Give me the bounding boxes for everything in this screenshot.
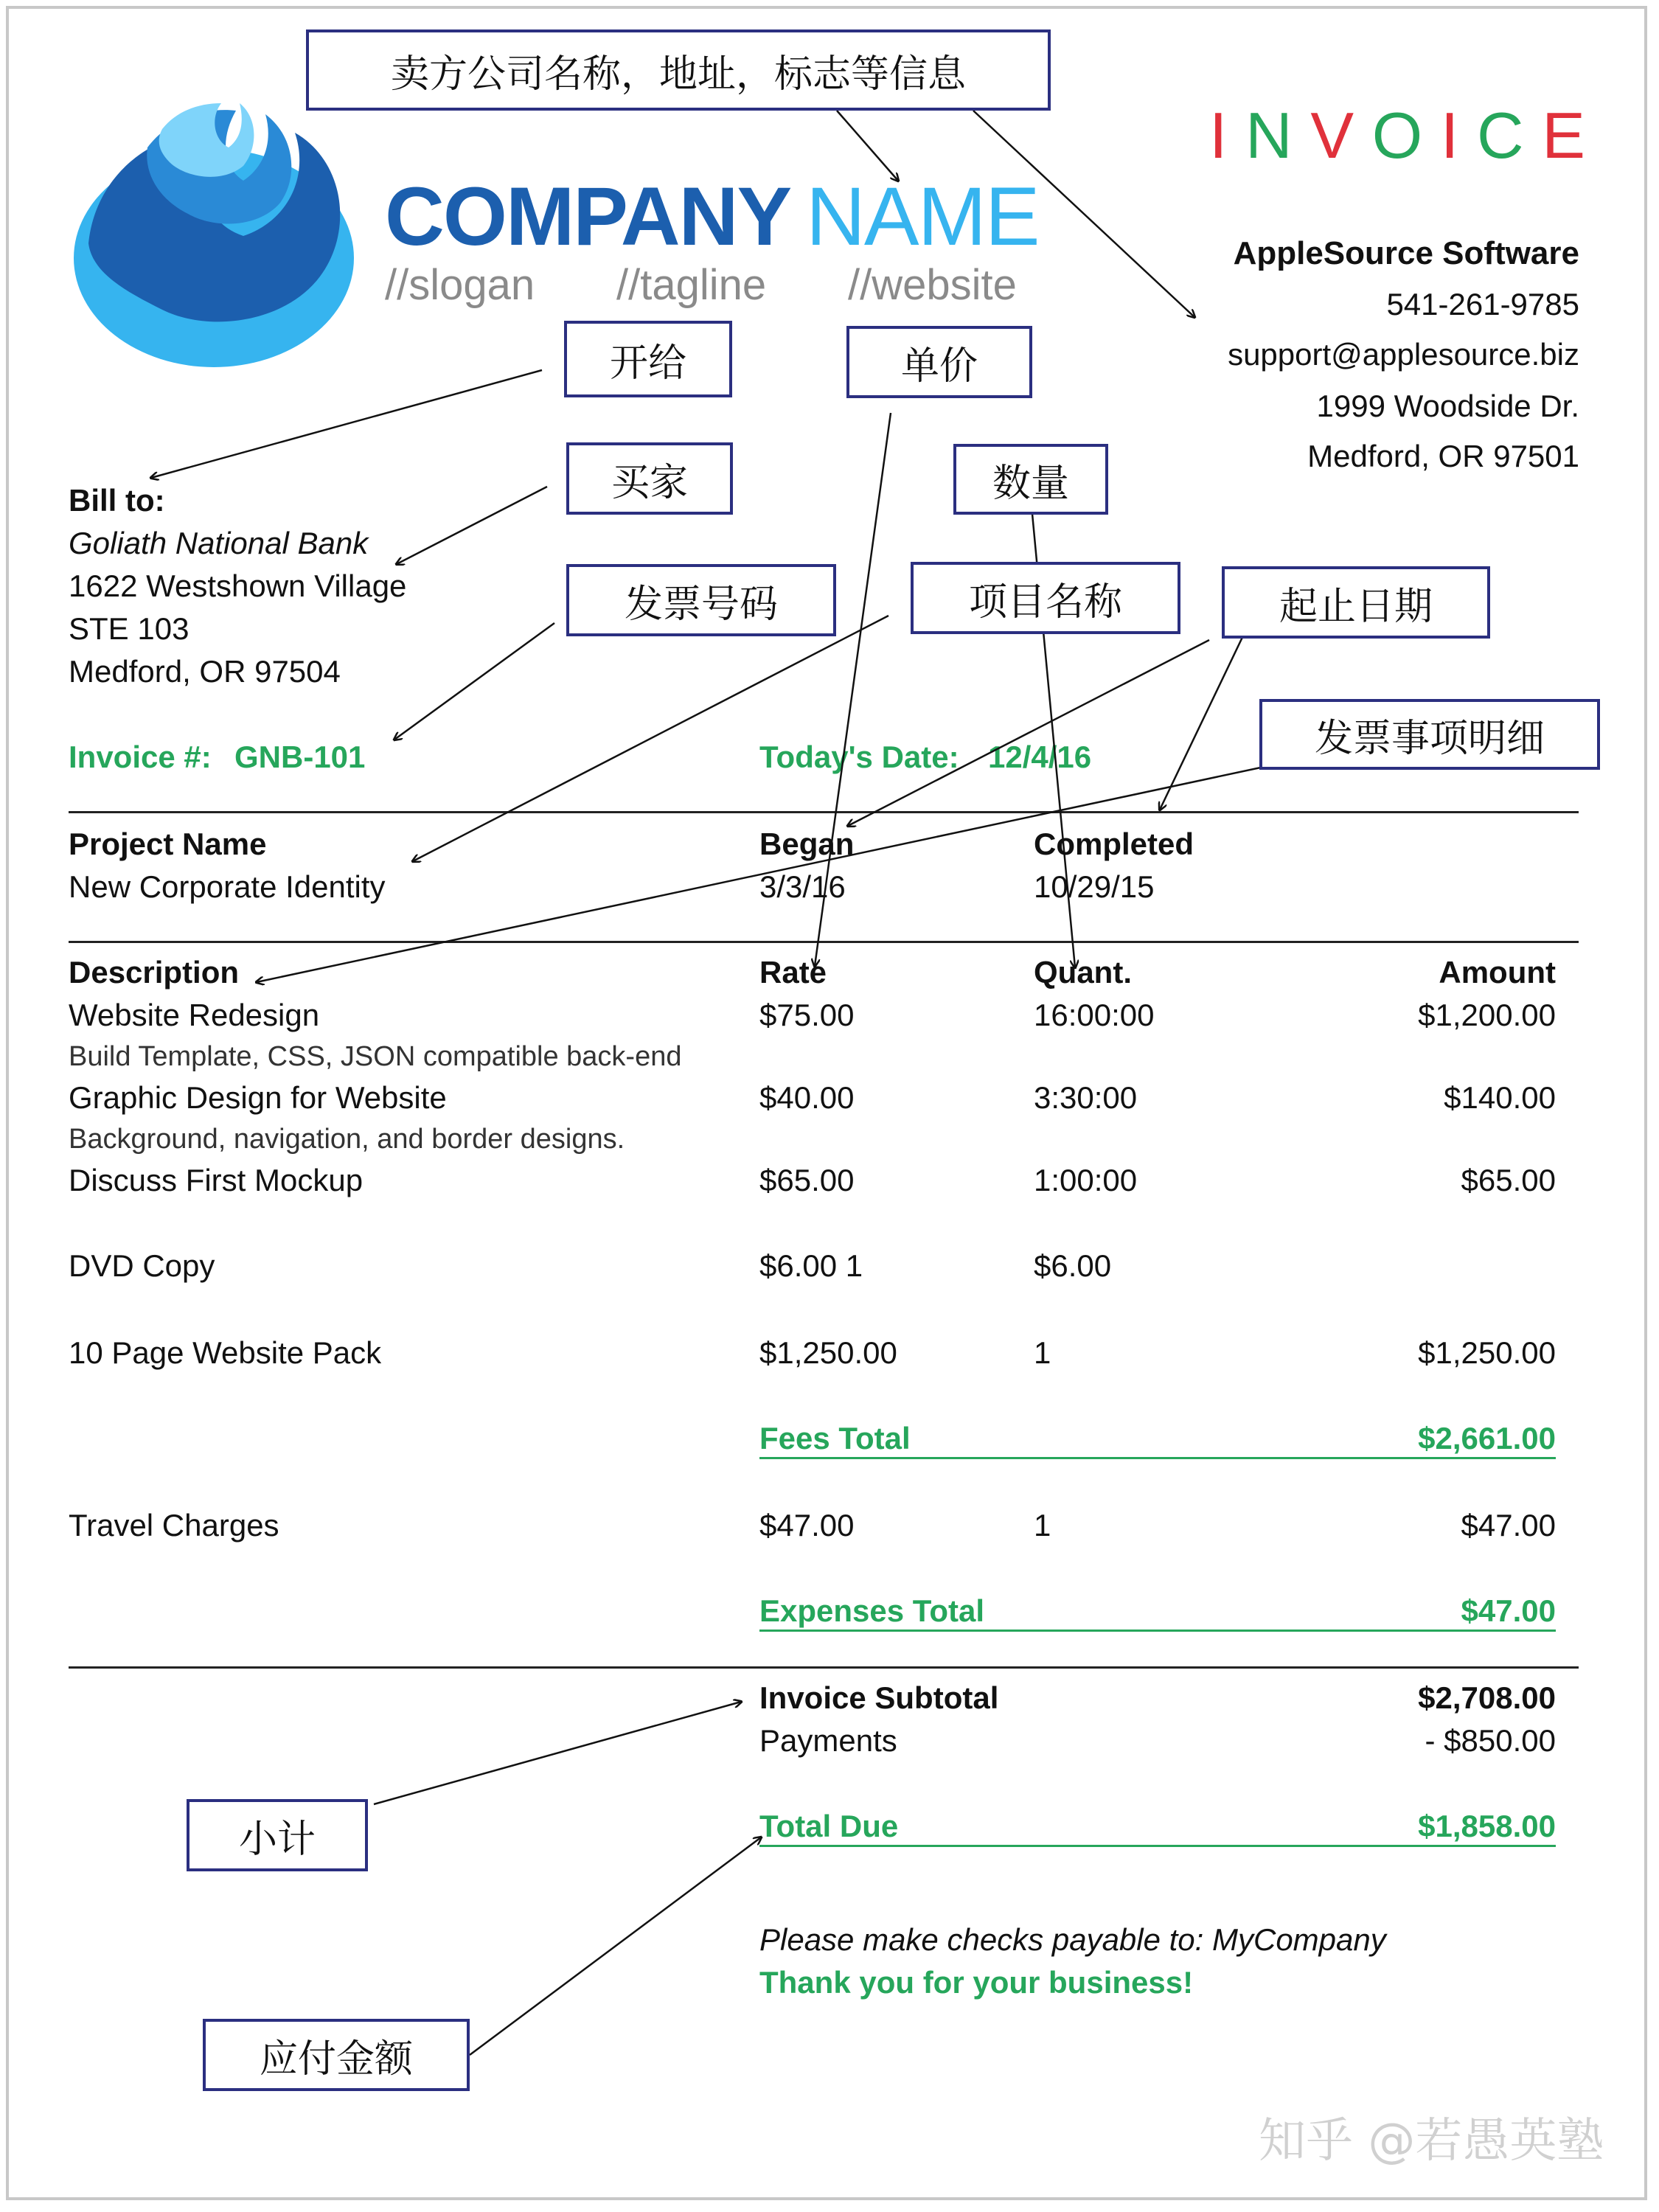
seller-email: support@applesource.biz [1228, 337, 1579, 372]
logo-slogan: //slogan [385, 261, 535, 309]
annotation-seller-info: 卖方公司名称，地址，标志等信息 [306, 29, 1051, 111]
invoice-title-letter: O [1371, 99, 1423, 172]
invoice-subtotal-value: $2,708.00 [1418, 1680, 1556, 1715]
checks-payable-note: Please make checks payable to: MyCompany [759, 1922, 1386, 1957]
item-description: DVD Copy [69, 1248, 215, 1283]
thank-you-note: Thank you for your business! [759, 1965, 1194, 2000]
quant-header: Quant. [1034, 955, 1132, 990]
todays-date-value: 12/4/16 [988, 740, 1092, 774]
began-value: 3/3/16 [759, 869, 846, 904]
annotation-subtotal: 小计 [187, 1799, 368, 1871]
completed-header: Completed [1034, 827, 1194, 861]
item-quantity: 1 [1034, 1335, 1051, 1370]
item-subdescription: Background, navigation, and border designs. [69, 1124, 625, 1155]
todays-date-label: Today's Date: [759, 740, 959, 774]
bill-to-address-line3: Medford, OR 97504 [69, 654, 341, 689]
item-description: Discuss First Mockup [69, 1163, 364, 1197]
divider [69, 811, 1579, 813]
item-description: Graphic Design for Website [69, 1080, 447, 1115]
annotation-item-details: 发票事项明细 [1259, 699, 1600, 770]
seller-address-line1: 1999 Woodside Dr. [1316, 389, 1579, 423]
total-due-value: $1,858.00 [1418, 1809, 1556, 1843]
invoice-subtotal-label: Invoice Subtotal [759, 1680, 999, 1715]
item-amount: $1,250.00 [1418, 1335, 1556, 1370]
divider [69, 941, 1579, 943]
expense-rate: $47.00 [759, 1508, 855, 1543]
item-rate: $1,250.00 [759, 1335, 897, 1370]
item-quantity: 1:00:00 [1034, 1163, 1138, 1197]
company-name-part2: NAME [806, 170, 1039, 262]
item-quantity: 3:30:00 [1034, 1080, 1138, 1115]
item-quantity: $6.00 [1034, 1248, 1112, 1283]
amount-header: Amount [1439, 955, 1556, 990]
item-description: 10 Page Website Pack [69, 1335, 382, 1370]
invoice-title-letter: N [1245, 99, 1293, 172]
annotation-unit-price: 单价 [846, 326, 1032, 398]
annotation-dates: 起止日期 [1222, 566, 1490, 639]
annotation-bill-to: 开给 [564, 321, 732, 397]
company-name-part1: COMPANY [385, 170, 791, 262]
total-due-label: Total Due [759, 1809, 899, 1843]
item-subdescription: Build Template, CSS, JSON compatible back-end [69, 1041, 682, 1072]
item-amount: $1,200.00 [1418, 998, 1556, 1032]
total-due-underline [759, 1845, 1556, 1847]
item-rate: $40.00 [759, 1080, 855, 1115]
description-header: Description [69, 955, 240, 990]
invoice-number-value: GNB-101 [234, 740, 366, 774]
watermark: 知乎 @若愚英塾 [1259, 2114, 1604, 2168]
expense-description: Travel Charges [69, 1508, 279, 1543]
invoice-title-letter: I [1440, 99, 1459, 172]
invoice-title-letter: I [1209, 99, 1228, 172]
invoice-title-letter: E [1542, 99, 1585, 172]
fees-total-underline [759, 1457, 1556, 1459]
item-rate: $65.00 [759, 1163, 855, 1197]
seller-phone: 541-261-9785 [1386, 287, 1579, 321]
logo-tagline: //tagline [616, 261, 767, 309]
annotation-quantity: 数量 [953, 444, 1108, 515]
item-rate: $75.00 [759, 998, 855, 1032]
logo-website: //website [848, 261, 1017, 309]
project-name-value: New Corporate Identity [69, 869, 386, 904]
annotation-amount-due: 应付金额 [203, 2019, 470, 2091]
expense-amount: $47.00 [1461, 1508, 1556, 1543]
item-amount: $140.00 [1444, 1080, 1556, 1115]
annotation-project-name: 项目名称 [911, 562, 1180, 634]
annotation-buyer: 买家 [566, 442, 733, 515]
bill-to-label: Bill to: [69, 483, 165, 518]
item-quantity: 16:00:00 [1034, 998, 1155, 1032]
began-header: Began [759, 827, 855, 861]
seller-address-line2: Medford, OR 97501 [1307, 439, 1579, 473]
item-description: Website Redesign [69, 998, 320, 1032]
completed-value: 10/29/15 [1034, 869, 1155, 904]
invoice-title [1209, 99, 1585, 172]
fees-total-value: $2,661.00 [1418, 1421, 1556, 1455]
item-rate: $6.00 1 [759, 1248, 863, 1283]
expense-quantity: 1 [1034, 1508, 1051, 1543]
bill-to-address-line2: STE 103 [69, 611, 189, 646]
rate-header: Rate [759, 955, 827, 990]
payments-value: - $850.00 [1425, 1723, 1556, 1758]
invoice-title-letter: V [1310, 99, 1354, 172]
expenses-total-value: $47.00 [1461, 1593, 1556, 1628]
annotation-invoice-number: 发票号码 [566, 564, 836, 636]
divider [69, 1666, 1579, 1669]
expenses-total-underline [759, 1630, 1556, 1632]
seller-name: AppleSource Software [1233, 235, 1579, 271]
payments-label: Payments [759, 1723, 897, 1758]
fees-total-label: Fees Total [759, 1421, 911, 1455]
item-amount: $65.00 [1461, 1163, 1556, 1197]
bill-to-company: Goliath National Bank [69, 526, 369, 560]
invoice-number-label: Invoice #: [69, 740, 212, 774]
bill-to-address-line1: 1622 Westshown Village [69, 568, 407, 603]
expenses-total-label: Expenses Total [759, 1593, 984, 1628]
invoice-title-letter: C [1476, 99, 1524, 172]
project-name-header: Project Name [69, 827, 267, 861]
